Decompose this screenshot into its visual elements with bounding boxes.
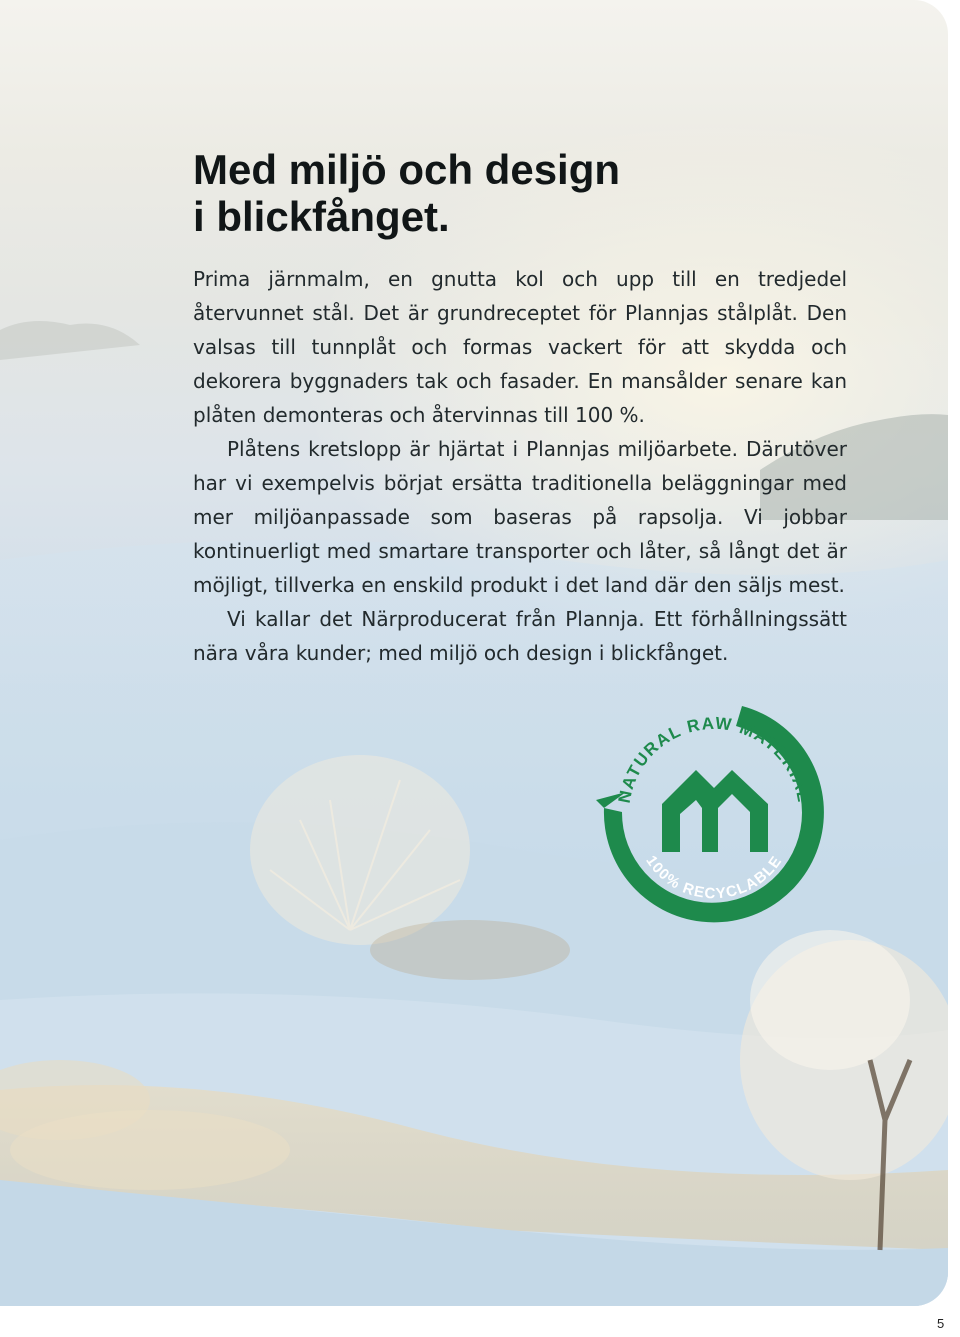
paragraph-2: Plåtens kretslopp är hjärtat i Plannjas miljöarbete. Därutöver har vi exempelvis börjat ersätta traditionella beläggningar med mer miljöanpassade som baseras på rapsolja. Vi jobbar kontinuerligt med smartare transporter och låter, så långt det är möjligt, tillverka en enskild produkt i det land där den säljs mest. [193, 437, 847, 597]
title-line-2: i blickfånget. [193, 193, 450, 240]
house-icon [662, 770, 768, 852]
title-line-1: Med miljö och design [193, 146, 621, 193]
paragraph-3: Vi kallar det Närproducerat från Plannja. Ett förhållningssätt nära våra kunder; med miljö och design i blickfånget. [193, 607, 847, 665]
page-number: 5 [937, 1316, 945, 1331]
paragraph-1: Prima järnmalm, en gnutta kol och upp till en tredjedel återvunnet stål. Det är grundreceptet för Plannjas stålplåt. Den valsas till tunnplåt och formas vackert för att skydda och dekorera byggnaders tak och fasader. En mansålder senare kan plåten demonteras och återvinnas till 100 %. [193, 267, 847, 427]
natural-raw-material-logo [596, 696, 832, 932]
article-title [193, 146, 847, 240]
logo-bottom-text: 100% RECYCLABLE [642, 852, 786, 903]
article-text [193, 146, 847, 670]
article-body [193, 262, 847, 670]
logo-top-text: NATURAL RAW MATERIAL [614, 713, 814, 805]
